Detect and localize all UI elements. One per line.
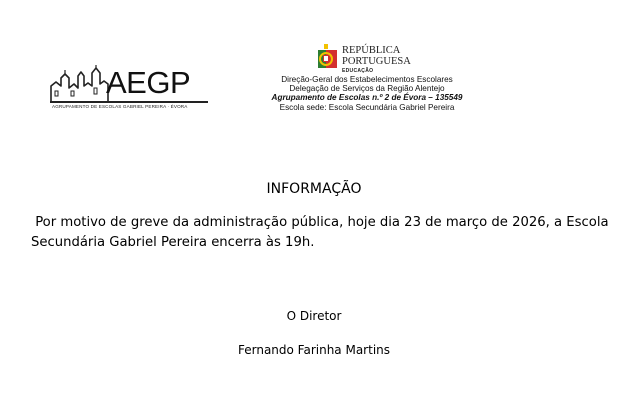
- institution-line-3: Agrupamento de Escolas n.º 2 de Évora – 135549: [271, 93, 463, 103]
- republic-name: [342, 45, 411, 67]
- aegp-logo-caption: AGRUPAMENTO DE ESCOLAS GABRIEL PEREIRA · ÉVORA: [52, 104, 188, 109]
- document-title: INFORMAÇÃO: [266, 181, 362, 197]
- paragraph-line-1: Por motivo de greve da administração pública, hoje dia 23 de março de 2026, a Escola: [31, 215, 609, 230]
- institution-line-1: Direção-Geral dos Estabelecimentos Escolares: [281, 75, 453, 84]
- institution-block: [242, 75, 492, 112]
- aegp-wordmark: AEGP: [106, 65, 191, 100]
- institution-line-2: Delegação de Serviços da Região Alentejo: [289, 84, 445, 94]
- city-skyline-icon: [50, 64, 110, 102]
- aegp-logo-rule: [50, 101, 208, 103]
- republic-emblem-icon: [315, 43, 339, 73]
- aegp-logo: [50, 64, 208, 112]
- paragraph-line-2: Secundária Gabriel Pereira encerra às 19h.: [31, 235, 315, 250]
- document-paragraph: [31, 213, 611, 253]
- republic-name-line1: REPÚBLICA: [342, 45, 401, 56]
- signature-role: O Diretor: [286, 309, 342, 323]
- ministry-label: EDUCAÇÃO: [342, 68, 374, 74]
- institution-line-4: Escola sede: Escola Secundária Gabriel Pereira: [279, 102, 455, 112]
- republic-name-line2: PORTUGUESA: [342, 56, 411, 67]
- signature-name: Fernando Farinha Martins: [237, 343, 391, 357]
